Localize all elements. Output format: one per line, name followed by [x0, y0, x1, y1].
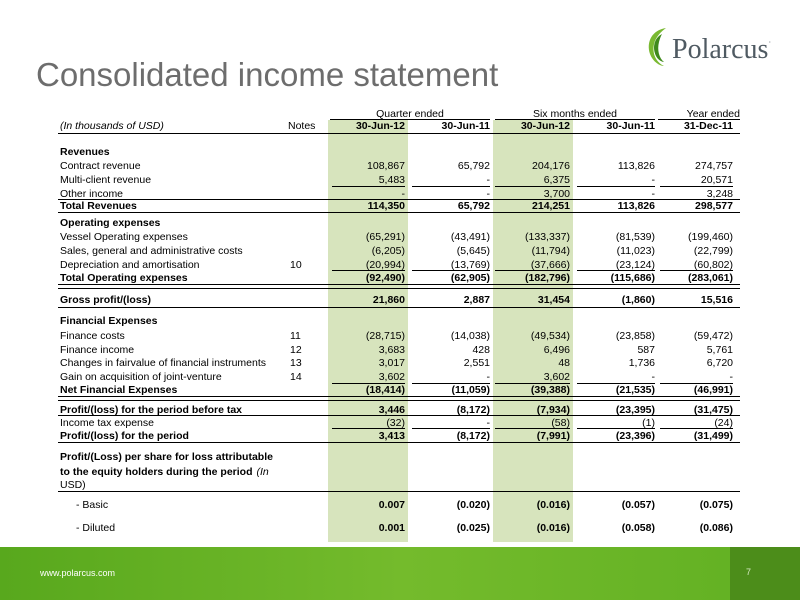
row-value: (0.020) — [456, 499, 490, 511]
row-label: Changes in fairvalue of financial instruments — [60, 357, 267, 369]
row-value: 3,602 — [543, 371, 570, 383]
row-value: (0.025) — [456, 522, 490, 534]
row-label: Finance costs — [60, 330, 125, 342]
row-label: Financial Expenses — [60, 315, 158, 327]
row-value: 3,683 — [378, 344, 405, 356]
row-value: 65,792 — [457, 160, 490, 172]
row-value: (39,388) — [530, 384, 570, 396]
row-value: (58) — [551, 417, 570, 429]
rule-above-profit-period — [332, 428, 405, 429]
row-value: (28,715) — [365, 330, 405, 342]
row-value: 6,375 — [543, 174, 570, 186]
row-value: 113,826 — [617, 200, 655, 212]
row-value: 5,483 — [378, 174, 405, 186]
row-value: (0.057) — [621, 499, 655, 511]
row-value: 0.007 — [378, 499, 405, 511]
row-value: (0.075) — [699, 499, 733, 511]
row-value: (7,991) — [536, 430, 570, 442]
group-six-months-ended: Six months ended — [532, 108, 618, 120]
row-value: 48 — [558, 357, 570, 369]
row-value: - — [486, 174, 490, 186]
row-value: (24) — [714, 417, 733, 429]
rule-header-group-h — [495, 119, 655, 120]
row-value: 108,867 — [367, 160, 405, 172]
row-value: (31,475) — [693, 404, 733, 416]
row-value: - — [401, 188, 405, 200]
row-label: Multi-client revenue — [60, 174, 152, 186]
col-header-q-2011: 30-Jun-11 — [441, 120, 490, 132]
row-value: 214,251 — [532, 200, 570, 212]
row-label: Gain on acquisition of joint-venture — [60, 371, 222, 383]
row-value: 113,826 — [617, 160, 655, 172]
row-value: (65,291) — [365, 231, 405, 243]
row-value: (1,860) — [621, 294, 655, 306]
row-label: Sales, general and administrative costs — [60, 245, 243, 257]
row-value: (23,858) — [615, 330, 655, 342]
row-value: (8,172) — [456, 430, 490, 442]
row-value: 3,017 — [378, 357, 405, 369]
row-value: 274,757 — [695, 160, 733, 172]
row-value: 298,577 — [695, 200, 733, 212]
row-value: 0.001 — [378, 522, 405, 534]
row-value: 31,454 — [537, 294, 570, 306]
row-value: (8,172) — [456, 404, 490, 416]
rule-above-total-revenues — [332, 186, 405, 187]
row-value: (0.058) — [621, 522, 655, 534]
rule-below-total-revenues-1 — [58, 199, 740, 200]
row-value: - — [486, 188, 490, 200]
rule-header — [58, 133, 740, 134]
rule-above-total-opex — [412, 270, 490, 271]
rule-above-profit-period — [495, 428, 570, 429]
col-header-h-2012: 30-Jun-12 — [520, 120, 570, 132]
row-value: (5,645) — [456, 245, 490, 257]
rule-below-profit-period — [58, 442, 740, 443]
row-value: 114,350 — [367, 200, 405, 212]
rule-above-total-opex — [660, 270, 733, 271]
row-value: (18,414) — [365, 384, 405, 396]
row-value: 428 — [472, 344, 490, 356]
group-quarter-ended: Quarter ended — [376, 108, 444, 120]
rule-header-group-y — [658, 119, 740, 120]
rule-above-net-financial — [577, 383, 655, 384]
rule-above-total-revenues — [412, 186, 490, 187]
row-value: 3,248 — [706, 188, 733, 200]
row-note: 13 — [290, 357, 302, 369]
row-value: - — [729, 371, 733, 383]
rule-above-total-opex — [495, 270, 570, 271]
row-label: Operating expenses — [60, 217, 161, 229]
col-header-y-2011: 31-Dec-11 — [683, 120, 733, 132]
row-value: (31,499) — [693, 430, 733, 442]
row-value: (13,769) — [450, 259, 490, 271]
row-value: 204,176 — [532, 160, 570, 172]
row-value: 15,516 — [700, 294, 733, 306]
row-value: (23,395) — [615, 404, 655, 416]
row-value: (81,539) — [615, 231, 655, 243]
row-label: - Basic — [76, 499, 109, 511]
rule-above-profit-period — [577, 428, 655, 429]
rule-below-eps-header — [58, 491, 740, 492]
rule-below-total-revenues-2 — [58, 212, 740, 213]
row-value: 2,887 — [463, 294, 490, 306]
row-value: (22,799) — [693, 245, 733, 257]
row-value: (133,337) — [525, 231, 570, 243]
row-value: 1,736 — [628, 357, 655, 369]
row-value: 3,446 — [378, 404, 405, 416]
row-value: (115,686) — [610, 272, 655, 284]
row-label: Revenues — [60, 146, 110, 158]
row-label: Profit/(Loss) per share for loss attributable — [60, 451, 273, 463]
row-value: (199,460) — [688, 231, 733, 243]
row-value: (283,061) — [688, 272, 733, 284]
rule-above-pbt — [58, 400, 740, 401]
row-value: (23,124) — [615, 259, 655, 271]
row-label: Net Financial Expenses — [60, 384, 178, 396]
row-value: 6,720 — [706, 357, 733, 369]
rule-above-net-financial — [332, 383, 405, 384]
row-label: Vessel Operating expenses — [60, 231, 188, 243]
row-value: - — [651, 174, 655, 186]
row-value: (20,994) — [365, 259, 405, 271]
group-year-ended: Year ended — [686, 108, 740, 120]
row-label: Total Operating expenses — [60, 272, 188, 284]
row-value: 6,496 — [543, 344, 570, 356]
row-value: 2,551 — [463, 357, 490, 369]
rule-above-total-revenues — [577, 186, 655, 187]
row-value: (6,205) — [371, 245, 405, 257]
units-label: (In thousands of USD) — [60, 120, 164, 132]
row-value: (0.086) — [699, 522, 733, 534]
row-value: (0.016) — [536, 522, 570, 534]
rule-above-total-opex — [577, 270, 655, 271]
row-note: 14 — [290, 371, 302, 383]
row-value: 3,413 — [378, 430, 405, 442]
row-label: Profit/(loss) for the period — [60, 430, 189, 442]
row-label: Contract revenue — [60, 160, 141, 172]
row-label: Profit/(loss) for the period before tax — [60, 404, 243, 416]
row-value: (14,038) — [450, 330, 490, 342]
rule-above-net-financial — [660, 383, 733, 384]
row-value: (23,396) — [615, 430, 655, 442]
row-value: - — [651, 371, 655, 383]
footer-bar — [0, 547, 800, 600]
rule-above-total-revenues — [495, 186, 570, 187]
row-value: 21,860 — [372, 294, 405, 306]
row-value: 20,571 — [700, 174, 733, 186]
row-label: Income tax expense — [60, 417, 154, 429]
row-value: (11,059) — [451, 384, 490, 396]
row-value: (62,905) — [450, 272, 490, 284]
rule-above-gross-profit — [58, 288, 740, 289]
row-note: 10 — [290, 259, 302, 271]
notes-header: Notes — [288, 120, 316, 132]
footer-url[interactable]: www.polarcus.com — [40, 568, 116, 578]
row-note: 11 — [290, 330, 301, 342]
footer-page-block — [730, 547, 800, 600]
row-value: 65,792 — [457, 200, 490, 212]
page-title: Consolidated income statement — [36, 56, 499, 93]
rule-below-gross-profit — [58, 307, 740, 308]
row-value: (182,796) — [525, 272, 570, 284]
row-value: (43,491) — [450, 231, 490, 243]
row-value: (7,934) — [536, 404, 570, 416]
row-value: 3,700 — [543, 188, 570, 200]
row-value: (1) — [642, 417, 655, 429]
row-value: (11,023) — [616, 245, 655, 257]
rule-below-pbt — [58, 415, 740, 416]
row-value: (11,794) — [531, 245, 570, 257]
col-header-h-2011: 30-Jun-11 — [606, 120, 655, 132]
row-label: to the equity holders during the period (In — [60, 466, 269, 478]
row-label: Total Revenues — [60, 200, 137, 212]
rule-below-total-opex — [58, 284, 740, 285]
row-note: 12 — [290, 344, 302, 356]
rule-below-net-financial — [58, 396, 740, 397]
row-label: Gross profit/(loss) — [60, 294, 152, 306]
row-value: (60,802) — [693, 259, 733, 271]
row-value: (92,490) — [365, 272, 405, 284]
row-value: (49,534) — [530, 330, 570, 342]
polarcus-logo — [642, 22, 772, 72]
row-label: USD) — [60, 479, 86, 491]
rule-above-net-financial — [412, 383, 490, 384]
row-value: - — [651, 188, 655, 200]
rule-above-net-financial — [495, 383, 570, 384]
row-value: (0.016) — [536, 499, 570, 511]
row-value: 587 — [637, 344, 655, 356]
row-value: (21,535) — [615, 384, 655, 396]
rule-above-profit-period — [660, 428, 733, 429]
row-value: - — [486, 371, 490, 383]
rule-above-profit-period — [412, 428, 490, 429]
row-value: 5,761 — [706, 344, 733, 356]
row-value: 3,602 — [378, 371, 405, 383]
col-header-q-2012: 30-Jun-12 — [355, 120, 405, 132]
row-label: - Diluted — [76, 522, 116, 534]
row-value: (59,472) — [693, 330, 733, 342]
row-label: Other income — [60, 188, 124, 200]
page-number: 7 — [746, 567, 752, 577]
rule-above-total-revenues — [660, 186, 733, 187]
rule-header-group-q — [330, 119, 490, 120]
row-value: (37,666) — [530, 259, 570, 271]
row-value: (46,991) — [693, 384, 733, 396]
row-value: (32) — [386, 417, 405, 429]
eps-units-suffix: (In — [256, 466, 269, 478]
row-label: Finance income — [60, 344, 135, 356]
rule-above-total-opex — [332, 270, 405, 271]
row-value: - — [486, 417, 490, 429]
logo-wordmark: Polarcus· — [672, 34, 772, 65]
row-label: Depreciation and amortisation — [60, 259, 200, 271]
